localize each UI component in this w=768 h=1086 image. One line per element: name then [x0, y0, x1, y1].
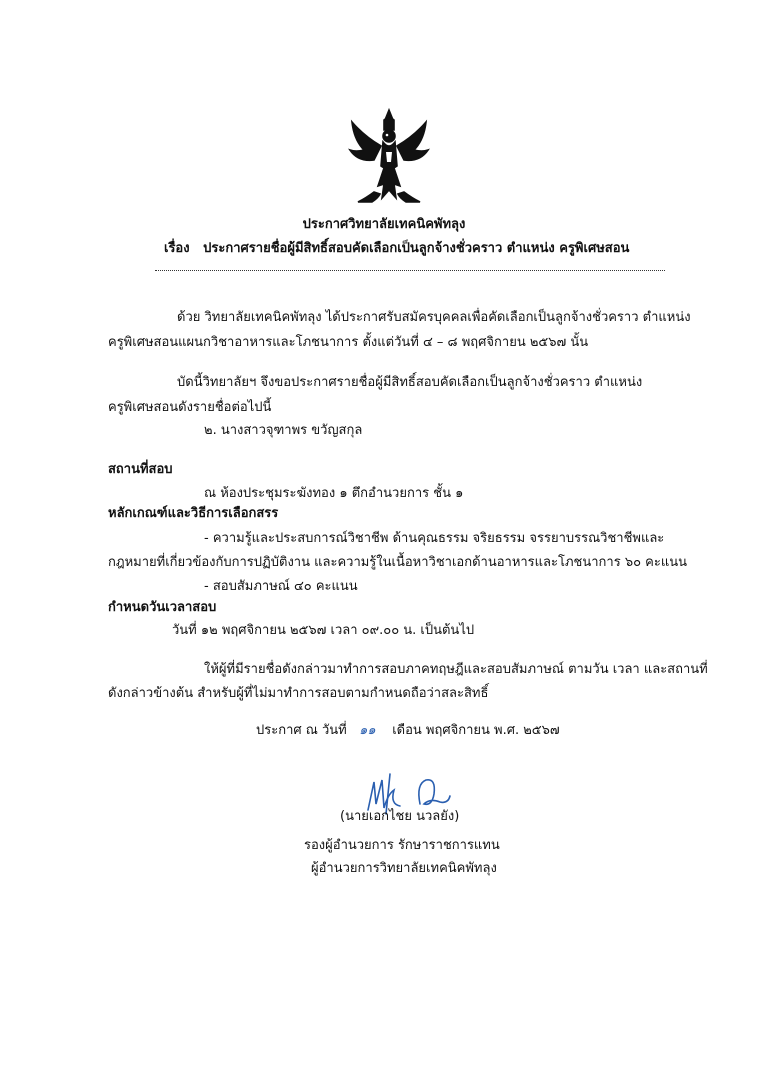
para2-line1: บัดนี้วิทยาลัยฯ จึงขอประกาศรายชื่อผู้มีสิทธิ์สอบคัดเลือกเป็นลูกจ้างชั่วคราว ตำแหน่ง	[177, 375, 643, 390]
para2-line2: ครูพิเศษสอนดังรายชื่อต่อไปนี้	[108, 400, 272, 415]
announce-suffix: เดือน พฤศจิกายน พ.ศ. ๒๕๖๗	[392, 723, 560, 738]
signatory-name: (นายเอกไชย นวลยัง)	[340, 809, 460, 824]
garuda-emblem-icon	[344, 106, 434, 210]
candidate-name: ๒. นางสาวจุฑาพร ขวัญสกุล	[204, 423, 363, 438]
signatory-position2: ผู้อำนวยการวิทยาลัยเทคนิคพัทลุง	[311, 861, 497, 876]
announce-prefix: ประกาศ ณ วันที่	[256, 723, 347, 738]
para3-line2: ดังกล่าวข้างต้น สำหรับผู้ที่ไม่มาทำการสอบตามกำหนดถือว่าสละสิทธิ์	[108, 686, 489, 701]
para1-line1: ด้วย วิทยาลัยเทคนิคพัทลุง ได้ประกาศรับสมัครบุคคลเพื่อคัดเลือกเป็นลูกจ้างชั่วคราว ตำแหน่ง	[177, 310, 691, 325]
venue-heading: สถานที่สอบ	[108, 462, 173, 477]
subject-label: เรื่อง	[164, 241, 190, 256]
schedule-text: วันที่ ๑๒ พฤศจิกายน ๒๕๖๗ เวลา ๐๙.๐๐ น. เป็นต้นไป	[172, 623, 475, 638]
para3-line1: ให้ผู้ที่มีรายชื่อดังกล่าวมาทำการสอบภาคทฤษฎีและสอบสัมภาษณ์ ตามวัน เวลา และสถานที่	[204, 662, 708, 677]
schedule-heading: กำหนดวันเวลาสอบ	[108, 600, 217, 615]
criteria2: - สอบสัมภาษณ์ ๔๐ คะแนน	[204, 579, 358, 594]
document-title: ประกาศวิทยาลัยเทคนิคพัทลุง	[302, 217, 466, 232]
para1-line2: ครูพิเศษสอนแผนกวิชาอาหารและโภชนาการ ตั้งแต่วันที่ ๔ – ๘ พฤศจิกายน ๒๕๖๗ นั้น	[108, 335, 589, 350]
announce-line	[256, 722, 560, 740]
criteria-heading: หลักเกณฑ์และวิธีการเลือกสรร	[108, 506, 279, 521]
criteria1-line1: - ความรู้และประสบการณ์วิชาชีพ ด้านคุณธรรม จริยธรรม จรรยาบรรณวิชาชีพและ	[204, 531, 665, 546]
subject-line	[164, 240, 629, 258]
subject-text: ประกาศรายชื่อผู้มีสิทธิ์สอบคัดเลือกเป็นลูกจ้างชั่วคราว ตำแหน่ง ครูพิเศษสอน	[203, 241, 630, 256]
announce-day: ๑๑	[359, 723, 376, 738]
criteria1-line2: กฎหมายที่เกี่ยวข้องกับการปฏิบัติงาน และความรู้ในเนื้อหาวิชาเอกด้านอาหารและโภชนาการ ๖๐ คะแนน	[108, 555, 687, 570]
signatory-position1: รองผู้อำนวยการ รักษาราชการแทน	[304, 838, 500, 853]
venue-text: ณ ห้องประชุมระฆังทอง ๑ ตึกอำนวยการ ชั้น ๑	[204, 486, 464, 501]
separator-rule	[155, 270, 665, 271]
